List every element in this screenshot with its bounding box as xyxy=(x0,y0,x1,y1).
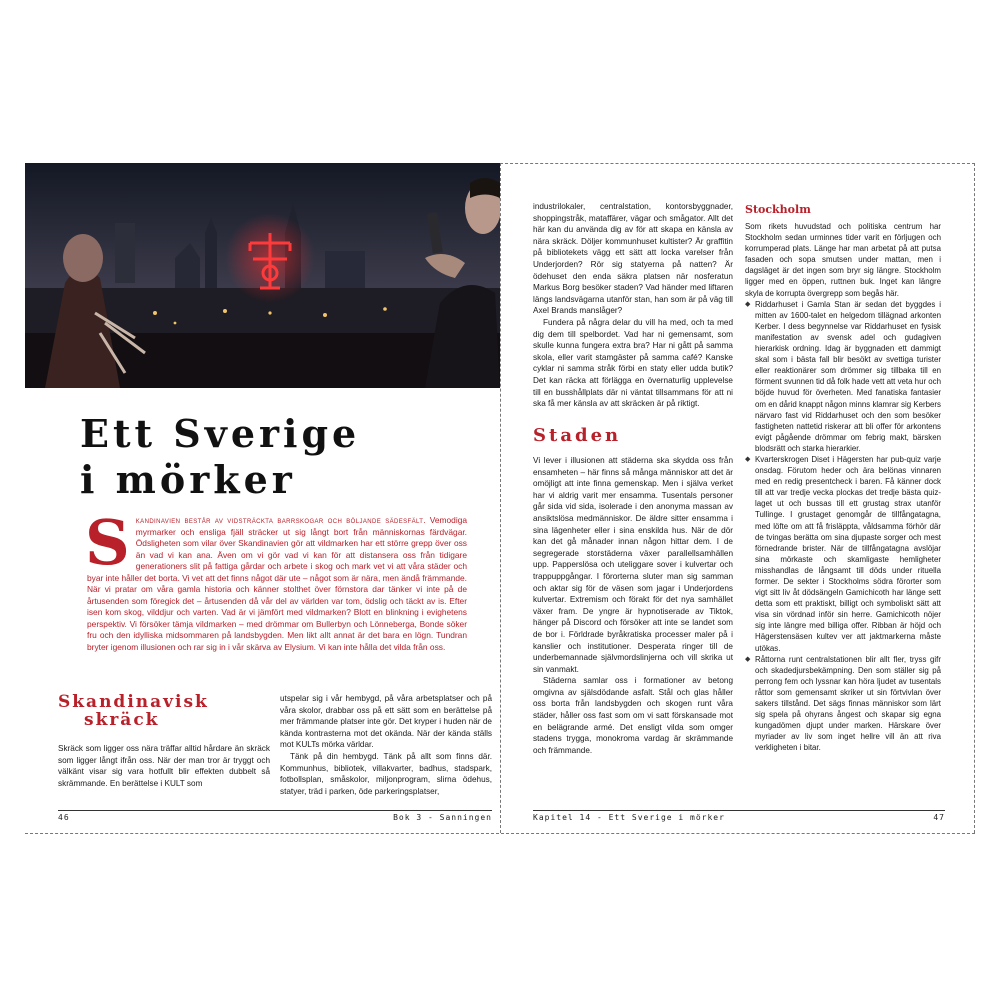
running-footer: Bok 3 - Sanningen xyxy=(393,813,492,822)
chapter-title-line2: i mörker xyxy=(80,457,296,502)
list-item: ◆ Råttorna runt centralstationen blir allt fler, tryss gifr och skadedjursbekämpning. Den som ställer sig på perrong fem och lyssnar kan höra ljudet av tusentals råttor som gemensamt skriker ut sin förtvivlan över sakers tillstånd. Det sägs finnas människor som lärt sig spela på ohyrans ångest och skapar sig egna kungadömen djupt under marken. Härskare över myriader av liv som inget hellre vill än att riva verkligheten i bitar. xyxy=(745,654,941,754)
section-heading-line1: Skandinavisk xyxy=(58,692,209,712)
lead-caps: kandinavien består av vidsträckta barrskogar och böljande sädesfält. xyxy=(135,515,427,525)
bullet-list xyxy=(745,299,941,754)
paragraph: Vi lever i illusionen att städerna ska skydda oss från ensamheten – här finns så många människor att det är omöjligt att inte finna gemenskap. Men i själva verket har vi aldrig varit mer ensamma. Tusentals personer går sida vid sida, isolerade i den anonyma massan av ansiktslösa medmänniskor. De äldre sitter ensamma i sina lägenheter eller i sina enskilda hus. När de dör kan det gå månader innan någon hittar dem. I de segregerade storstäderna växer parallellsamhällen upp. Papperslösa och uteliggare sover i kulvertar och trappuppgångar. I förorterna sluter man sig samman och aktar sig för de väsen som jagar i Underjordens kulvertar. Extremism och förakt för det nya samhället växer fram. De yngre är hypnotiserade av Tiktok, hänger på Discord och försöker att inte se landet som de bor i. Förldrade byråkratiska processer maler på i kanslier och institutioner. Desperata ringer till de underbemannade självmordslinjerna och vill skrika ut sin vanmakt. xyxy=(533,456,733,674)
left-page xyxy=(25,163,500,833)
right-column-2 xyxy=(745,221,941,754)
paragraph: Städerna samlar oss i formationer av betong omgivna av själsdödande asfalt. Stål och glas håller oss borta från landsbygden och skogen runt våra städer, håller oss fast som om vi satt förskansade mot en belägrande armé. Det ensligt vilda som omger stadens trygga, monokroma vardag är skrämmande och främmande. xyxy=(533,676,733,755)
paragraph: industrilokaler, centralstation, kontorsbyggnader, shoppingstråk, mataffärer, vägar och smågator. Allt det här kan du använda dig av för att skapa en känsla av nära skräck. Döljer kommunhuset kultister? Är graffitin på bibliotekets vägg ett sätt att locka varelser från Underjorden? Rör sig statyerna på natten? Är ödehuset den enda säkra platsen när nosferatun Markus Borg besöker staden? Vad händer med liftaren längs landsvägarna utanför stan, han som är på väg till Axel Brands manslåger? xyxy=(533,202,733,316)
page-number: 47 xyxy=(933,813,945,822)
right-column-1-staden xyxy=(533,455,733,756)
paragraph: utspelar sig i vår hembygd, på våra arbetsplatser och på våra skolor, drabbar oss på ett sätt som en berättelse på mer främmande platser inte gör. Det kryper i huden när de kända kontrasterna mot det okända. När der kända ställs mot KULTs mörka världar. xyxy=(280,694,492,750)
section-heading-stockholm: Stockholm xyxy=(745,203,811,216)
list-item: ◆ Kvarterskrogen Diset i Hägersten har pub-quiz varje onsdag. Förutom heder och ära belönas vinnaren med en redig presentcheck i baren. Få känner dock till att var tredje vecka plockas det tredje bästa quiz-laget ut och bussas till ett grustag strax utanför Tullinge. I grustaget genomgår de tillfångatagna, med löfte om att få frisläppta, våldsamma förhör där de tvingas berätta om sina djupaste sorger och mest förnedrande brister. När de tillfångatagna avslöjar sina mörkaste och skamligaste hemligheter misshandlas de långsamt till döds under rituella former. De sekter i Stockholms södra förorter som vigt sitt liv åt dödsängeln Gamichicoth har länge sett detta som ett praktiskt, billigt och symboliskt sätt att visa sin vördnad inför sin herre. Gamichicoth nöjer sig inte längre med billiga offer. Ribban är höjd och Hägerstensäsen kultev ver att jaktmarkerna måste utökas. xyxy=(745,454,941,654)
chapter-title-line1: Ett Sverige xyxy=(80,411,361,456)
paragraph: Skräck som ligger oss nära träffar alltid hårdare än skräck som ligger långt ifrån oss. När der man tror är tryggt och välkänt visar sig vara hotfullt blir effekten dubbelt så skrämmande. En berättelse i KULT som xyxy=(58,744,270,788)
footer-rule xyxy=(533,810,945,811)
lead-paragraph xyxy=(85,506,468,653)
left-column-1 xyxy=(58,743,270,789)
footer-rule xyxy=(58,810,492,811)
chapter-title xyxy=(80,411,480,503)
section-heading-line2: skräck xyxy=(84,710,160,730)
list-item: ◆ Riddarhuset i Gamla Stan är sedan det byggdes i mitten av 1600-talet en helgedom tillägnad arkonten Kerber. I dess begynnelse var Riddarhuset en fysisk manifestation av svensk adel och gudagiven hierarkisk ordning. Idag är byggnaden ett dammigt skal som i bästa fall blir besökt av svettiga turister eller reaktionärer som drömmer sig tillbaka till en förment svunnen tid då folk hade vett att veta hur och böjde huvud för överheten. Med fanatiska fantasier om en dårid knappt någon minns klamrar sig Kerbers närvaro fast vid Riddarhuset och den som besöker fastigheten nattetid riskerar att bli offer för arkontens evigt pågående drömmar om febrig makt, bärsken blodsrätt och starka hierarkier. xyxy=(745,299,941,454)
crop-line-bottom xyxy=(25,833,975,834)
hero-illustration xyxy=(25,163,500,388)
lead-text: Vemodiga myrmarker och ensliga fjäll sträcker ut sig långt bort från människornas färdvägar. Ödsligheten som vilar över Skandinavien gör att vildmarken har ett större grepp över oss än vad vi kan ana. Även om vi gör vad vi kan för att distansera oss från tidigare generationers slit på fattiga gårdar och arbete i skog och mark vet vi att våra städer och byar inte håller det borta. Vi vet att det finns något där ute – något som är nära, men ändå främmande. När vi pratar om våra gamla historia och känner stolthet över förnstora dar tänker vi inte på de årtusenden som föregick det – årtusenden då vår del av världen var tom, ödslig och täckt av is. Efter isen kom skog, vilddjur och varten. Vad är vi jämfört med vildmarken? Blott en blinkning i evighetens perspektiv. Vi försöker tämja vildmarken – med drömmar om Bullerbyn och Lönneberga, Bonde söker fru och den idylliska midsommaren på landsbygden. Men likt allt annat är det bara en lögn. Tundran bryter igenom illusionen och rar sig in i vår skärva av Elysium. Vi kan inte hålla det vilda från oss. xyxy=(87,515,468,652)
section-heading-skandinavisk-skrack xyxy=(58,693,258,729)
right-page xyxy=(500,163,975,833)
running-footer: Kapitel 14 - Ett Sverige i mörker xyxy=(533,813,725,822)
hero-scene xyxy=(25,163,500,388)
paragraph: Tänk på din hembygd. Tänk på allt som finns där. Kommunhus, bibliotek, villakvarter, badhus, stadspark, fotbollsplan, småskolor, miljonprogram, slirna ödehus, statyer, träd i parken, öde parkeringsplatser, xyxy=(280,751,492,796)
section-heading-staden: Staden xyxy=(533,425,622,446)
drop-cap: S xyxy=(85,506,130,579)
paragraph: Som rikets huvudstad och politiska centrum har Stockholm sedan urminnes tider varit en förljugen och korrumperad plats. Länge har man arbetat på att putsa fasaden och sopa smutsen under mattan, men i dagsläget är det ingen som bryr sig längre. Stockholm ligger med en öppen, ruttnen buk. Inget kan längre skyla de korrupta övergrepp som begås här. xyxy=(745,222,941,298)
paragraph: Fundera på några delar du vill ha med, och ta med dig dem till spelbordet. Vad har ni gemensamt, som skulle kunna fungera extra bra? Har ni gått på samma skola, eller varit stamgäster på samma café? Kanske cyklar ni samma stråk förbi en staty eller udda butik? Det kan räcka att förlägga en övernaturlig upplevelse till en busshållplats där ni väntat tillsammans för att ni ska få mer känsla av att skräcken är på riktigt. xyxy=(533,317,733,409)
page-number: 46 xyxy=(58,813,70,822)
right-column-1 xyxy=(533,201,733,410)
left-column-2 xyxy=(280,693,492,797)
